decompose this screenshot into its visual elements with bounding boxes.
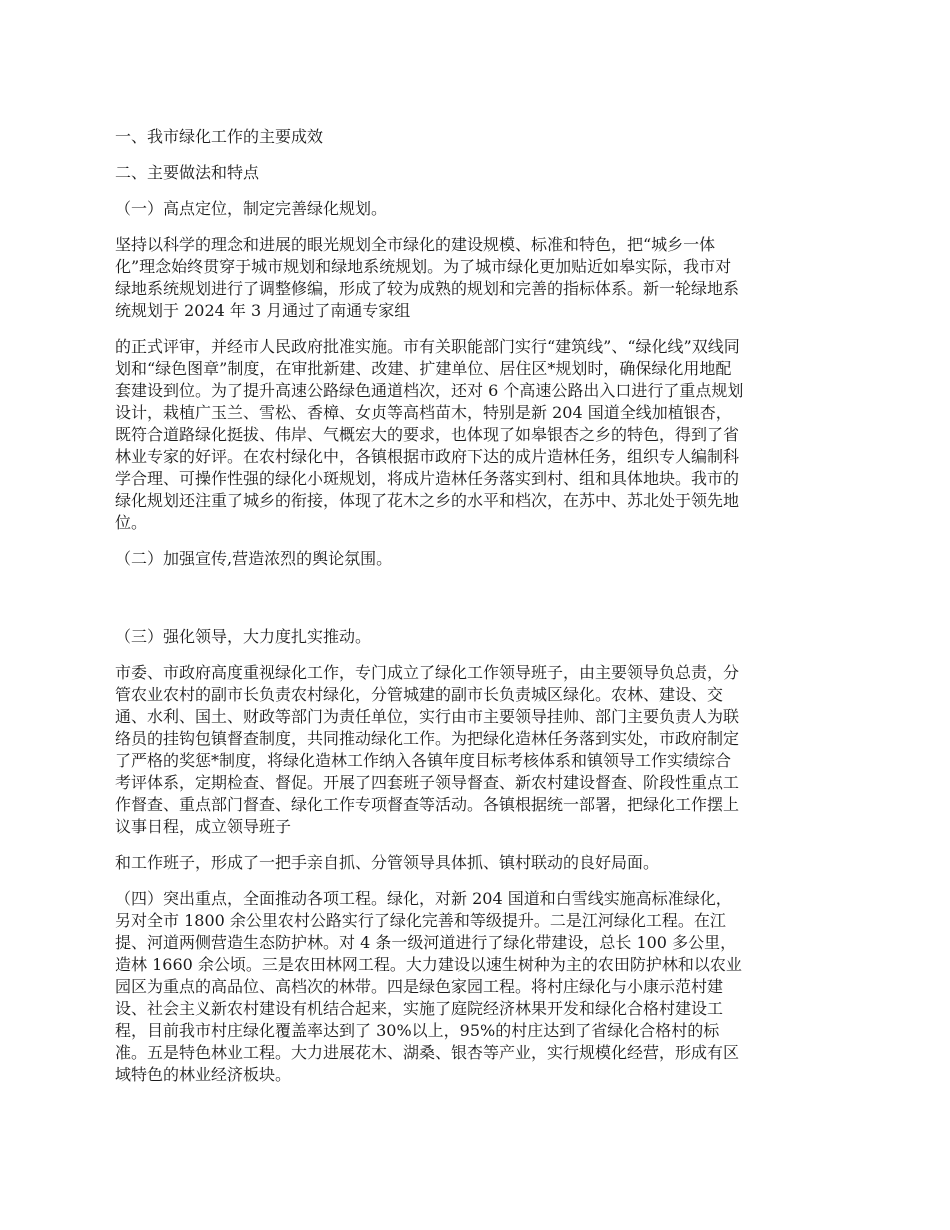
text-line: 设计，栽植广玉兰、雪松、香樟、女贞等高档苗木，特别是新 204 国道全线加植银杏， <box>115 403 732 422</box>
text-line: 市委、市政府高度重视绿化工作，专门成立了绿化工作领导班子，由主要领导负总责，分 <box>115 663 740 682</box>
paragraph-leadership-continued <box>115 852 840 874</box>
text-line: 林业专家的好评。在农村绿化中，各镇根据市政府下达的成片造林任务，组织专人编制科 <box>115 447 740 466</box>
text-line: 的正式评审，并经市人民政府批准实施。市有关职能部门实行“建筑线”、“绿化线”双线同 <box>115 337 740 356</box>
document-body <box>115 126 840 1100</box>
text-line: 域特色的林业经济板块。 <box>115 1065 292 1084</box>
heading-methods: 二、主要做法和特点 <box>115 163 260 182</box>
subheading-planning: （一）高点定位，制定完善绿化规划。 <box>115 199 388 218</box>
paragraph-planning <box>115 234 840 322</box>
text-line: 学合理、可操作性强的绿化小斑规划，将成片造林任务落实到村、组和具体地块。我市的 <box>115 469 740 488</box>
text-line: 设、社会主义新农村建设有机结合起来，实施了庭院经济林果开发和绿化合格村建设工 <box>115 999 724 1018</box>
text-line: 另对全市 1800 余公里农村公路实行了绿化完善和等级提升。二是江河绿化工程。在江 <box>115 911 726 930</box>
text-line: 既符合道路绿化挺拔、伟岸、气概宏大的要求，也体现了如皋银杏之乡的特色，得到了省 <box>115 425 740 444</box>
text-line: 绿化规划还注重了城乡的衔接，体现了花木之乡的水平和档次，在苏中、苏北处于领先地 <box>115 491 740 510</box>
text-line: 和工作班子，形成了一把手亲自抓、分管领导具体抓、镇村联动的良好局面。 <box>115 853 660 872</box>
text-line: 考评体系，定期检查、督促。开展了四套班子领导督查、新农村建设督查、阶段性重点工 <box>115 773 740 792</box>
paragraph-key-projects <box>115 888 840 1086</box>
heading-achievements: 一、我市绿化工作的主要成效 <box>115 127 324 146</box>
text-line: 位。 <box>115 513 148 532</box>
text-line: 绿地系统规划进行了调整修编，形成了较为成熟的规划和完善的指标体系。新一轮绿地系 <box>115 279 740 298</box>
text-line: 园区为重点的高品位、高档次的林带。四是绿色家园工程。将村庄绿化与小康示范村建 <box>115 977 724 996</box>
subheading-publicity: （二）加强宣传,营造浓烈的舆论氛围。 <box>115 549 393 568</box>
text-line: 统规划于 2024 年 3 月通过了南通专家组 <box>115 301 411 320</box>
subheading-leadership: （三）强化领导，大力度扎实推动。 <box>115 627 372 646</box>
text-line: 管农业农村的副市长负责农村绿化，分管城建的副市长负责城区绿化。农林、建设、交 <box>115 685 724 704</box>
text-line: 络员的挂钩包镇督查制度，共同推动绿化工作。为把绿化造林任务落到实处，市政府制定 <box>115 729 740 748</box>
text-line: 了严格的奖惩*制度，将绿化造林工作纳入各镇年度目标考核体系和镇领导工作实绩综合 <box>115 751 732 770</box>
text-line: 划和“绿色图章”制度，在审批新建、改建、扩建单位、居住区*规划时，确保绿化用地配 <box>115 359 732 378</box>
text-line: 提、河道两侧营造生态防护林。对 4 条一级河道进行了绿化带建设，总长 100 多公里， <box>115 933 737 952</box>
blank-space <box>115 584 840 626</box>
text-line: 议事日程，成立领导班子 <box>115 817 292 836</box>
text-line: 通、水利、国土、财政等部门为责任单位，实行由市主要领导挂帅、部门主要负责人为联 <box>115 707 740 726</box>
text-line: 化”理念始终贯穿于城市规划和绿地系统规划。为了城市绿化更加贴近如皋实际，我市对 <box>115 257 732 276</box>
text-line: 造林 1660 余公顷。三是农田林网工程。大力建设以速生树种为主的农田防护林和以农业 <box>115 955 742 974</box>
text-line: （四）突出重点，全面推动各项工程。绿化，对新 204 国道和白雪线实施高标准绿化， <box>115 889 732 908</box>
text-line: 套建设到位。为了提升高速公路绿色通道档次，还对 6 个高速公路出入口进行了重点规划 <box>115 381 744 400</box>
text-line: 坚持以科学的理念和进展的眼光规划全市绿化的建设规模、标准和特色，把“城乡一体 <box>115 235 716 254</box>
paragraph-leadership <box>115 662 840 838</box>
paragraph-planning-continued <box>115 336 840 534</box>
text-line: 作督查、重点部门督查、绿化工作专项督查等活动。各镇根据统一部署，把绿化工作摆上 <box>115 795 740 814</box>
text-line: 程，目前我市村庄绿化覆盖率达到了 30%以上，95%的村庄达到了省绿化合格村的标 <box>115 1021 720 1040</box>
text-line: 准。五是特色林业工程。大力进展花木、湖桑、银杏等产业，实行规模化经营，形成有区 <box>115 1043 740 1062</box>
